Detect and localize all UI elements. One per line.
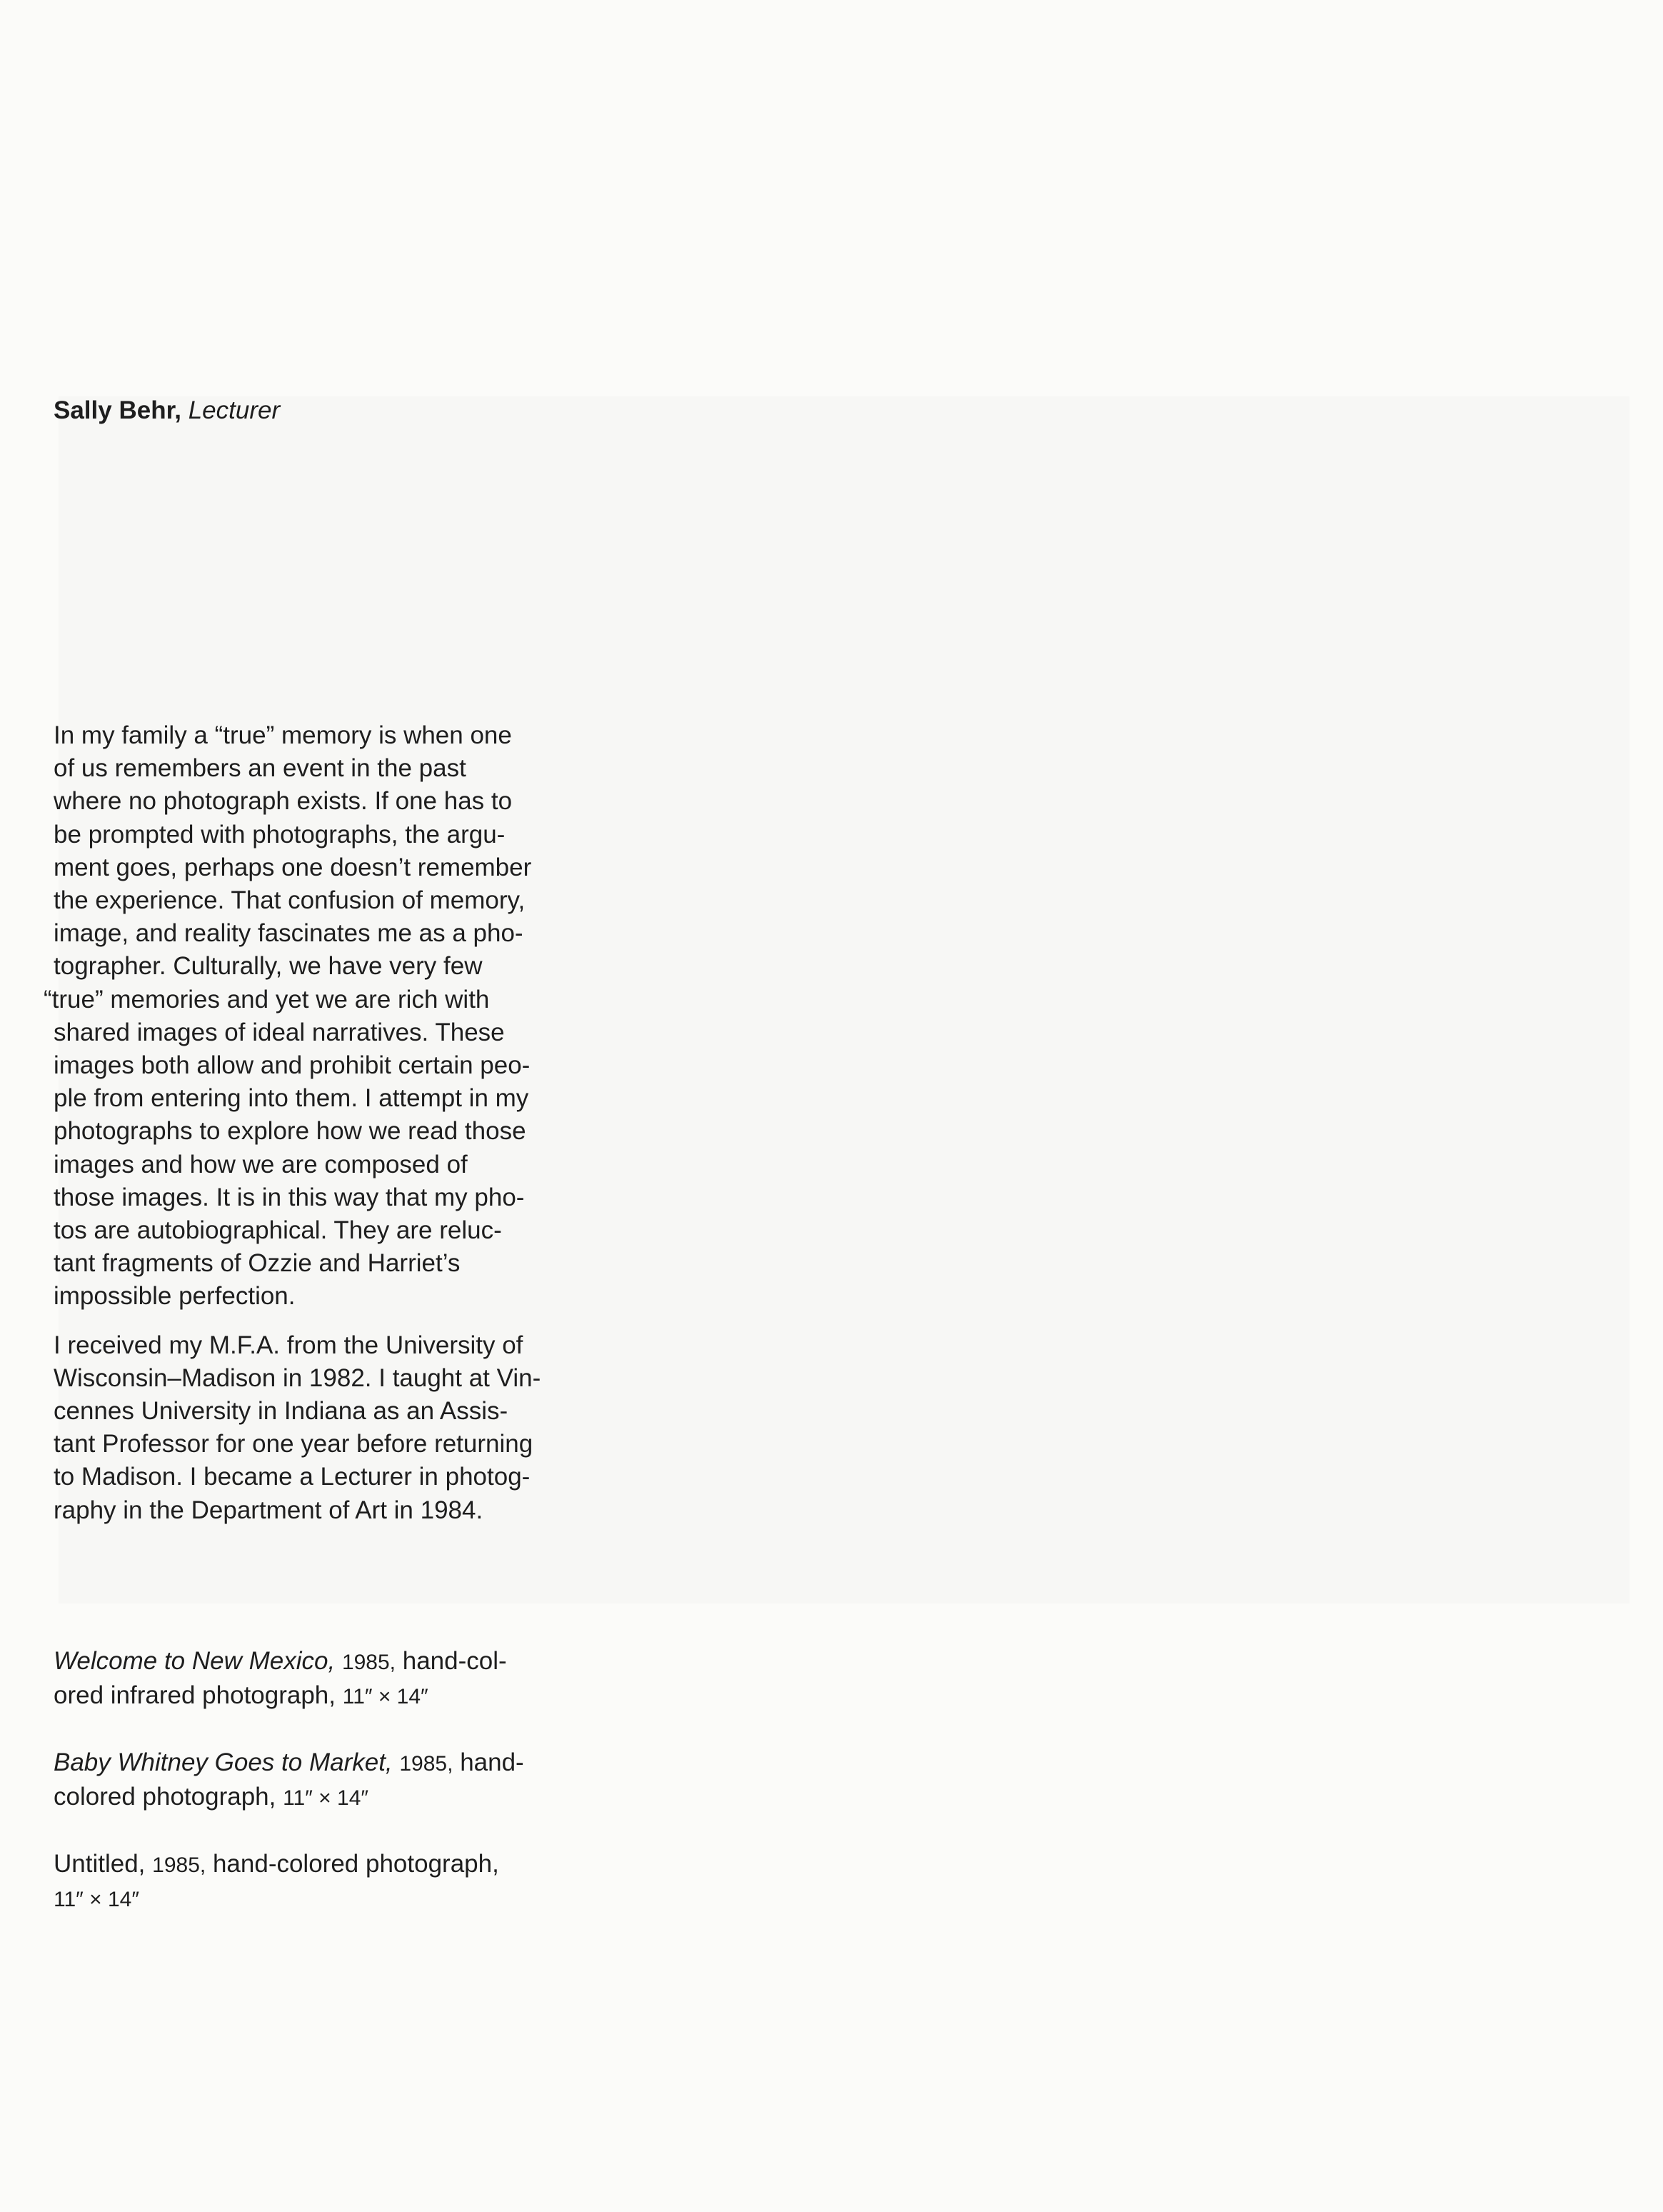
statement-line: In my family a “true” memory is when one	[54, 721, 512, 749]
statement-line: tos are autobiographical. They are reluc-	[54, 1216, 502, 1245]
artwork-medium: ored infrared photograph,	[54, 1681, 336, 1709]
statement-line: tant Professor for one year before returning	[54, 1430, 533, 1458]
statement-line: ment goes, perhaps one doesn’t remember	[54, 853, 532, 881]
statement-line: I received my M.F.A. from the University of	[54, 1331, 523, 1359]
statement-paragraph-1	[44, 719, 611, 1313]
statement-line: images both allow and prohibit certain peo-	[54, 1051, 531, 1080]
statement-line: of us remembers an event in the past	[54, 754, 466, 783]
artist-role: Lecturer	[188, 396, 281, 424]
artist-heading	[54, 395, 280, 426]
statement-line: raphy in the Department of Art in 1984.	[54, 1496, 483, 1524]
artwork-year: 1985,	[399, 1752, 453, 1776]
statement-line: images and how we are composed of	[54, 1150, 468, 1178]
statement-line: tographer. Culturally, we have very few	[54, 952, 483, 981]
statement-line: image, and reality fascinates me as a pho-	[54, 919, 523, 948]
artist-name: Sally Behr,	[54, 396, 181, 424]
statement-line: tant fragments of Ozzie and Harriet’s	[54, 1249, 461, 1278]
statement-line: cennes University in Indiana as an Assis-	[54, 1397, 508, 1426]
statement-line: Wisconsin–Madison in 1982. I taught at Vin-	[54, 1363, 541, 1392]
artwork-dimensions: 11″ × 14″	[54, 1888, 139, 1911]
artwork-caption-2	[54, 1746, 611, 1815]
statement-line: where no photograph exists. If one has to	[54, 787, 513, 816]
artwork-caption-3	[54, 1848, 611, 1916]
statement-line: the experience. That confusion of memory,	[54, 886, 526, 915]
artwork-dimensions: 11″ × 14″	[283, 1786, 369, 1810]
statement-line: “true” memories and yet we are rich with	[44, 985, 490, 1014]
statement-line: shared images of ideal narratives. These	[54, 1018, 505, 1046]
statement-line: photographs to explore how we read those	[54, 1117, 526, 1146]
artwork-year: 1985,	[152, 1853, 206, 1877]
statement-paragraph-2	[54, 1329, 611, 1527]
artwork-title: Welcome to New Mexico,	[54, 1647, 336, 1675]
artwork-medium: hand-col-	[402, 1647, 507, 1675]
statement-line: to Madison. I became a Lecturer in photog-	[54, 1463, 531, 1491]
artwork-captions	[54, 1645, 611, 1949]
artwork-medium: hand-	[460, 1748, 524, 1776]
statement-line: be prompted with photographs, the argu-	[54, 820, 506, 849]
artwork-caption-1	[54, 1645, 611, 1713]
artist-statement	[44, 719, 611, 1527]
artwork-medium: hand-colored photograph,	[212, 1850, 499, 1878]
statement-line: those images. It is in this way that my pho-	[54, 1183, 525, 1211]
artwork-title: Baby Whitney Goes to Market,	[54, 1748, 393, 1776]
statement-line: ple from entering into them. I attempt in my	[54, 1084, 529, 1113]
artwork-year: 1985,	[341, 1651, 396, 1674]
artwork-medium: colored photograph,	[54, 1783, 276, 1811]
statement-line: impossible perfection.	[54, 1282, 296, 1311]
artwork-dimensions: 11″ × 14″	[342, 1685, 428, 1708]
artwork-title: Untitled,	[54, 1850, 146, 1878]
